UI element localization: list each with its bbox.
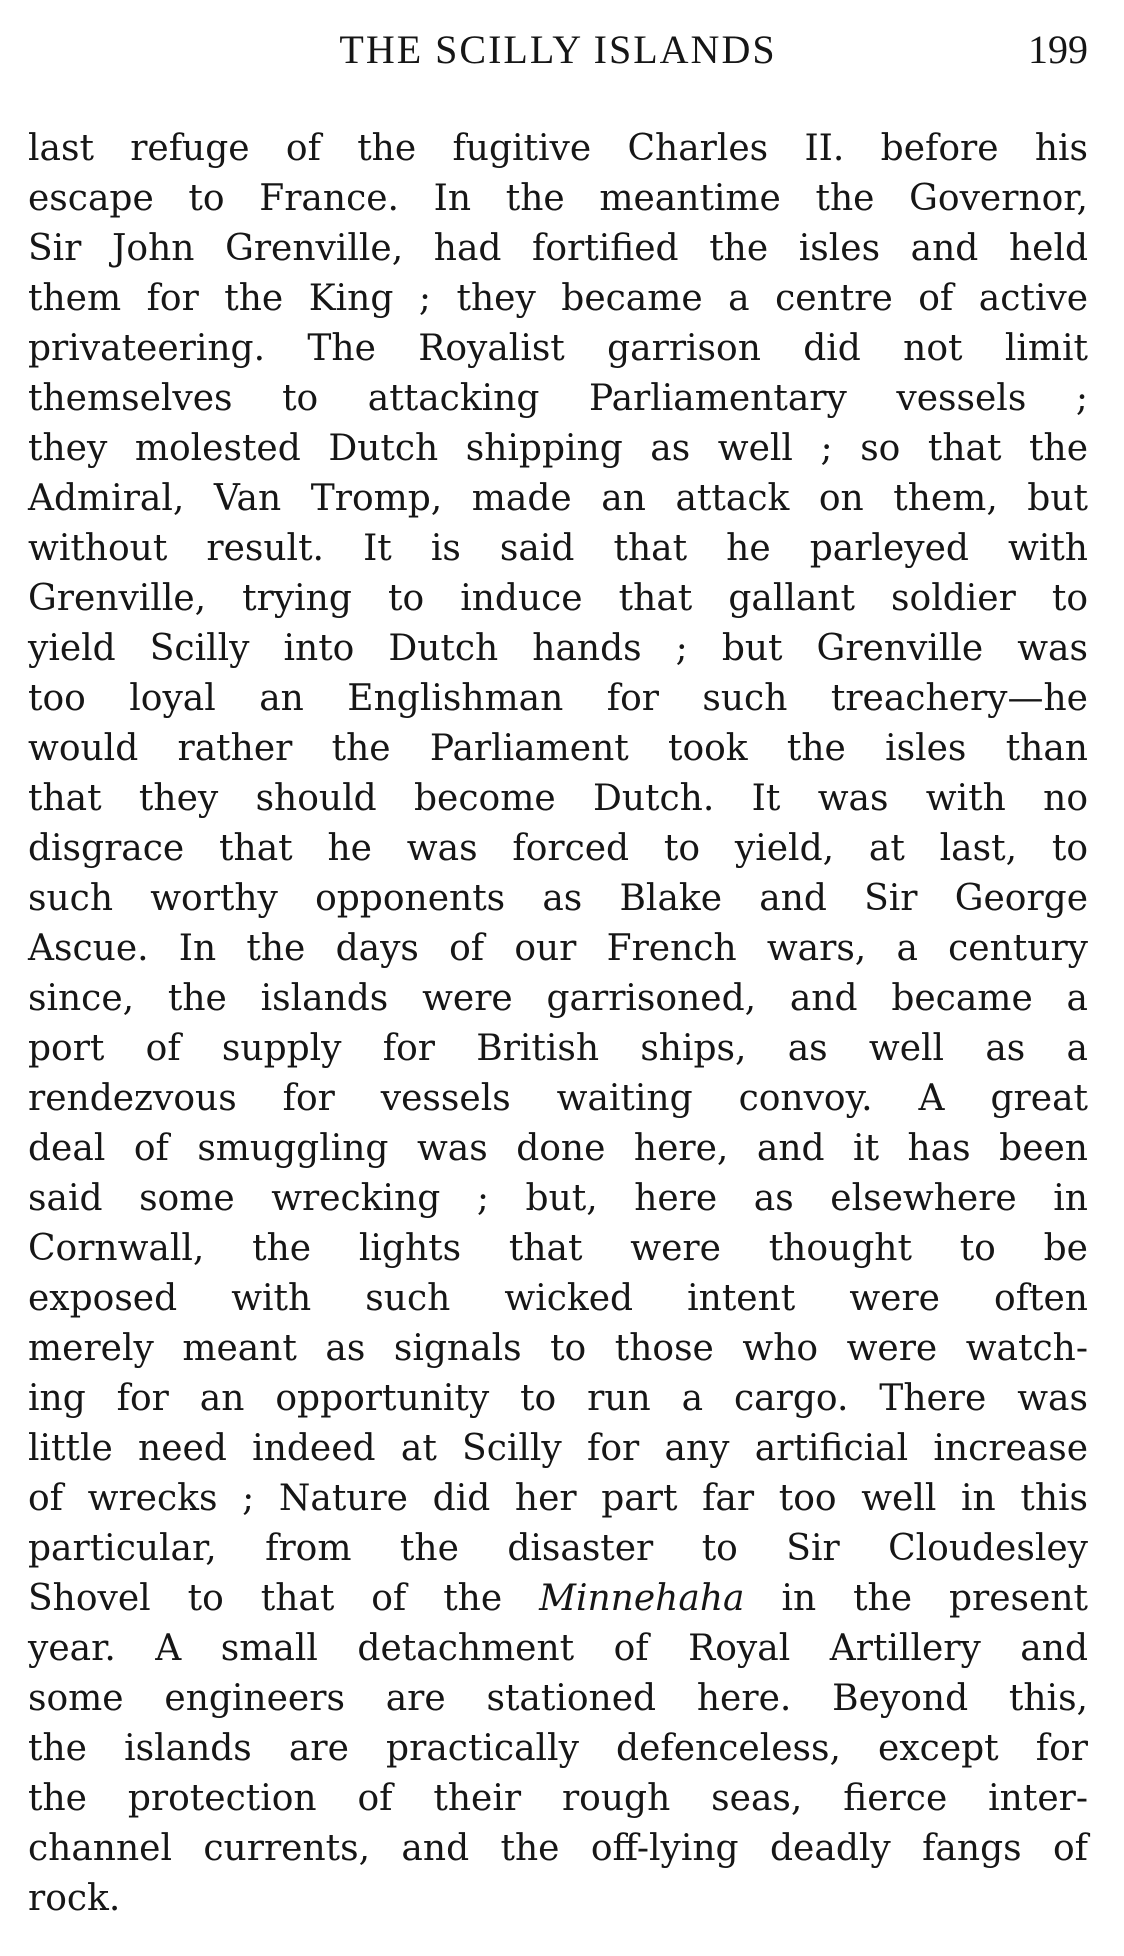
text-line: themselves to attacking Parliamentary vessels ; <box>28 378 1088 419</box>
text-line: channel currents, and the off-lying deadly fangs of <box>28 1828 1088 1869</box>
text-line: port of supply for British ships, as well as a <box>28 1028 1088 1069</box>
body-text <box>28 124 1088 1924</box>
text-line: the protection of their rough seas, fierce inter- <box>28 1778 1088 1819</box>
running-head <box>28 26 1088 74</box>
text-line: said some wrecking ; but, here as elsewhere in <box>28 1178 1088 1219</box>
text-line-last: rock. <box>28 1878 121 1919</box>
text-line: little need indeed at Scilly for any artificial increase <box>28 1428 1088 1469</box>
text-line: disgrace that he was forced to yield, at last, to <box>28 828 1088 869</box>
text-segment: in the present <box>744 1578 1088 1619</box>
text-line: such worthy opponents as Blake and Sir George <box>28 878 1088 919</box>
text-line: yield Scilly into Dutch hands ; but Grenville was <box>28 628 1088 669</box>
text-line: last refuge of the fugitive Charles II. before his <box>28 128 1088 169</box>
text-line: Cornwall, the lights that were thought to be <box>28 1228 1088 1269</box>
text-line: year. A small detachment of Royal Artillery and <box>28 1628 1088 1669</box>
text-line: deal of smuggling was done here, and it has been <box>28 1128 1088 1169</box>
text-line: that they should become Dutch. It was with no <box>28 778 1088 819</box>
text-line: merely meant as signals to those who were watch- <box>28 1328 1088 1369</box>
text-line: of wrecks ; Nature did her part far too well in this <box>28 1478 1088 1519</box>
text-segment: Shovel to that of the <box>28 1578 540 1619</box>
text-line: would rather the Parliament took the isles than <box>28 728 1088 769</box>
text-line: exposed with such wicked intent were often <box>28 1278 1088 1319</box>
text-line: ing for an opportunity to run a cargo. There was <box>28 1378 1088 1419</box>
running-title: THE SCILLY ISLANDS <box>339 27 777 72</box>
ship-name-italic: Minnehaha <box>539 1578 745 1619</box>
text-line: escape to France. In the meantime the Governor, <box>28 178 1088 219</box>
text-line: particular, from the disaster to Sir Cloudesley <box>28 1528 1088 1569</box>
text-line: Sir John Grenville, had fortified the isles and held <box>28 228 1088 269</box>
text-line: Ascue. In the days of our French wars, a century <box>28 928 1088 969</box>
text-line: privateering. The Royalist garrison did not limit <box>28 328 1088 369</box>
text-line: they molested Dutch shipping as well ; so that the <box>28 428 1088 469</box>
text-line: the islands are practically defenceless, except for <box>28 1728 1088 1769</box>
text-line: rendezvous for vessels waiting convoy. A great <box>28 1078 1088 1119</box>
page-number: 199 <box>1028 27 1088 72</box>
text-line: some engineers are stationed here. Beyond this, <box>28 1678 1088 1719</box>
text-line-with-italic <box>28 1574 1088 1624</box>
text-line: Admiral, Van Tromp, made an attack on them, but <box>28 478 1088 519</box>
text-line: since, the islands were garrisoned, and became a <box>28 978 1088 1019</box>
text-line: them for the King ; they became a centre of active <box>28 278 1088 319</box>
text-line: Grenville, trying to induce that gallant soldier to <box>28 578 1088 619</box>
text-line: too loyal an Englishman for such treachery—he <box>28 678 1088 719</box>
text-line: without result. It is said that he parleyed with <box>28 528 1088 569</box>
